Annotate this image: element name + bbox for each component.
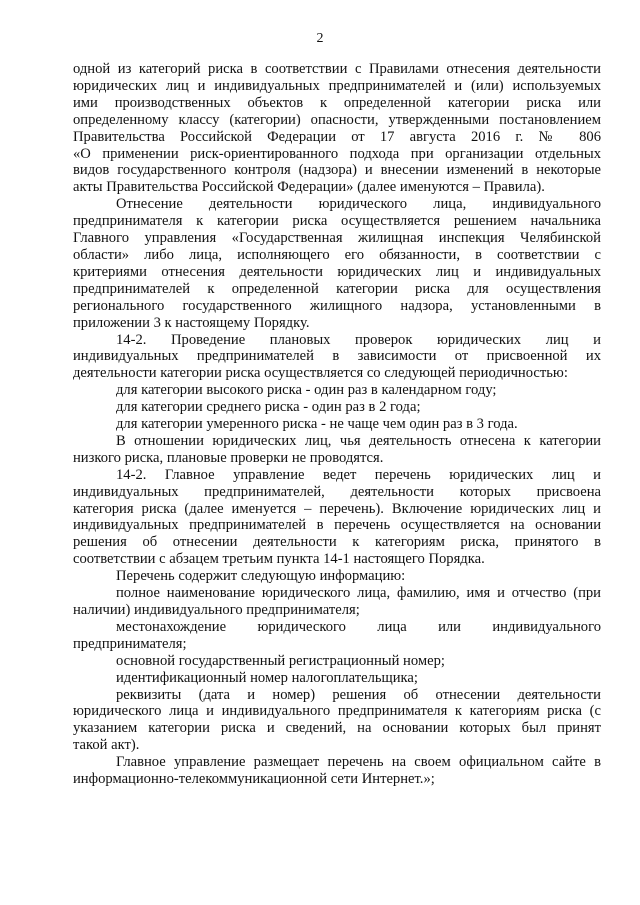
text-line: акты Правительства Российской Федерации» (далее именуются – Правила). — [73, 179, 545, 196]
text-line: наличии) индивидуального предпринимателя; — [73, 602, 360, 618]
text-line: регионального государственного жилищного надзора, установленными в — [73, 297, 601, 314]
text-line: для категории умеренного риска - не чаще чем один раз в 3 года. — [116, 416, 518, 433]
text-line: критериями отнесения деятельности юридических лиц и индивидуальных — [73, 263, 601, 280]
text-line: приложении 3 к настоящему Порядку. — [73, 314, 310, 331]
text-line: соответствии с абзацем третьим пункта 14-1 настоящего Порядка. — [73, 551, 485, 568]
text-line: Отнесение деятельности юридического лица, индивидуального — [116, 196, 601, 213]
text-line: юридического лица и индивидуального предпринимателя к категориям риска (с — [73, 703, 601, 720]
paragraph — [73, 332, 601, 383]
paragraph — [73, 382, 601, 399]
text-line: видов государственного контроля (надзора) и внесении изменений в некоторые — [73, 162, 601, 179]
text-line: такой акт). — [73, 737, 140, 754]
text-line: местонахождение юридического лица или индивидуального — [116, 618, 601, 635]
text-line: указанием категории риска и сведений, на основании которых был принят — [73, 720, 601, 737]
text-line: ими производственных объектов к определенной категории риска или — [73, 94, 601, 111]
paragraph — [73, 568, 601, 585]
text-line: одной из категорий риска в соответствии с Правилами отнесения деятельности — [73, 61, 601, 77]
text-line: решения об отнесении деятельности к категориям риска, принятого в — [73, 534, 601, 551]
text-line: Перечень содержит следующую информацию: — [116, 568, 406, 585]
text-line: для категории высокого риска - один раз в календарном году; — [116, 382, 497, 399]
text-line: основной государственный регистрационный номер; — [116, 652, 445, 669]
paragraph — [73, 196, 601, 331]
text-line: идентификационный номер налогоплательщика; — [116, 669, 418, 686]
text-line: юридических лиц и индивидуальных предпринимателей и (или) используемых — [73, 77, 601, 94]
paragraph — [73, 467, 601, 568]
text-line: для категории среднего риска - один раз в 2 года; — [116, 399, 421, 416]
text-line: индивидуальных предпринимателей в зависимости от присвоенной их — [73, 348, 601, 365]
text-line: 14-2. Главное управление ведет перечень юридических лиц и — [116, 466, 601, 483]
text-line: предпринимателя к категории риска осуществляется решением начальника — [73, 213, 601, 230]
paragraph — [73, 687, 601, 755]
text-line: «О применении риск-ориентированного подхода при организации отдельных — [73, 145, 601, 162]
text-line: области» либо лица, исполняющего его обязанности, в соответствии с — [73, 246, 601, 263]
text-line: полное наименование юридического лица, фамилию, имя и отчество (при — [116, 585, 601, 602]
text-line: В отношении юридических лиц, чья деятельность отнесена к категории — [116, 432, 601, 449]
paragraph — [73, 619, 601, 653]
paragraph — [73, 416, 601, 433]
text-line: категория риска (далее именуется – перечень). Включение юридических лиц и — [73, 500, 601, 517]
page-number: 2 — [316, 31, 324, 46]
text-line: деятельности категории риска осуществляется со следующей периодичностью: — [73, 365, 568, 382]
text-line: индивидуальных предпринимателей в перечень осуществляется на основании — [73, 517, 601, 534]
text-line: определенному классу (категории) опасности, утвержденными постановлением — [73, 111, 601, 128]
text-line: низкого риска, плановые проверки не проводятся. — [73, 449, 384, 466]
paragraph — [73, 399, 601, 416]
paragraph — [73, 433, 601, 467]
text-line: предпринимателя; — [73, 635, 187, 652]
paragraph — [73, 61, 601, 196]
text-line: Главное управление размещает перечень на своем официальном сайте в — [116, 754, 601, 771]
text-line: 14-2. Проведение плановых проверок юридических лиц и — [116, 331, 601, 348]
text-line: индивидуальных предпринимателей, деятельности которых присвоена — [73, 483, 601, 500]
paragraph — [73, 653, 601, 670]
document-body — [73, 61, 601, 788]
text-line: реквизиты (дата и номер) решения об отнесении деятельности — [116, 686, 601, 703]
text-line: информационно-телекоммуникационной сети Интернет.»; — [73, 771, 435, 788]
text-line: Главного управления «Государственная жилищная инспекция Челябинской — [73, 230, 601, 247]
paragraph — [73, 670, 601, 687]
text-line: предпринимателей к определенной категории риска для осуществления — [73, 280, 601, 297]
paragraph — [73, 754, 601, 788]
text-line: Правительства Российской Федерации от 17 августа 2016 г. № 806 — [73, 128, 601, 145]
paragraph — [73, 585, 601, 619]
